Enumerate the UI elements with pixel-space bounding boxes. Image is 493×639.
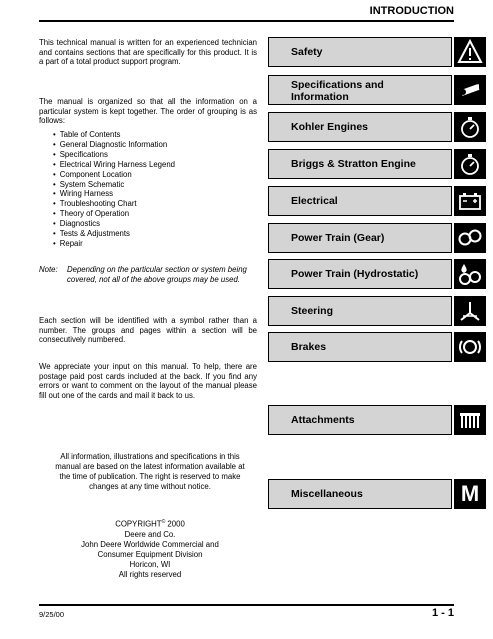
section-tab-electrical[interactable]: Electrical: [268, 186, 486, 216]
engine-gauge-icon: [454, 149, 486, 179]
company-line: Horicon, WI: [129, 559, 171, 569]
page-header-title: INTRODUCTION: [369, 5, 454, 17]
section-tab-kohler-engines[interactable]: Kohler Engines: [268, 112, 486, 142]
section-tab-power-train-hydrostatic[interactable]: Power Train (Hydrostatic): [268, 259, 486, 289]
brake-icon: [454, 332, 486, 362]
list-item: • Electrical Wiring Harness Legend: [53, 160, 175, 170]
letter-m-icon: M: [454, 479, 486, 509]
footer-date: 9/25/00: [39, 610, 65, 619]
section-tab-specifications[interactable]: Specifications and Information: [268, 75, 486, 105]
attachment-icon: [454, 405, 486, 435]
intro-paragraph-3: Each section will be identified with a symbol rather than a number. The groups and pages within a section will be consecutively numbered.: [39, 316, 257, 345]
note-block: [39, 265, 257, 284]
page-number: 1 - 1: [431, 607, 454, 619]
list-item: • General Diagnostic Information: [53, 140, 175, 150]
list-item: • Component Location: [53, 170, 175, 180]
battery-icon: [454, 186, 486, 216]
note-text: Depending on the particular section or system being covered, not all of the above groups may be used.: [67, 265, 247, 284]
list-item: • Specifications: [53, 150, 175, 160]
company-line: John Deere Worldwide Commercial and: [81, 539, 219, 549]
group-list: [53, 130, 175, 249]
copyright-line: COPYRIGHT© 2000: [115, 519, 185, 529]
list-item: • Troubleshooting Chart: [53, 199, 175, 209]
section-tab-brakes[interactable]: Brakes: [268, 332, 486, 362]
warning-triangle-icon: [454, 37, 486, 67]
section-tab-safety[interactable]: Safety: [268, 37, 486, 67]
section-tab-briggs-stratton[interactable]: Briggs & Stratton Engine: [268, 149, 486, 179]
company-line: Deere and Co.: [124, 529, 176, 539]
section-tab-power-train-gear[interactable]: Power Train (Gear): [268, 223, 486, 253]
company-line: All rights reserved: [118, 569, 182, 579]
intro-paragraph-1: This technical manual is written for an experienced technician and contains sections that are specifically for this product. It is a part of a total product support program.: [39, 38, 257, 67]
list-item: • Tests & Adjustments: [53, 229, 175, 239]
note-label: Note:: [39, 265, 58, 274]
hydraulic-drop-icon: [454, 259, 486, 289]
header-rule: [39, 20, 454, 22]
list-item: • Diagnostics: [53, 219, 175, 229]
engine-gauge-icon: [454, 112, 486, 142]
section-tab-miscellaneous[interactable]: Miscellaneous M: [268, 479, 486, 509]
section-tab-steering[interactable]: Steering: [268, 296, 486, 326]
list-item: • System Schematic: [53, 180, 175, 190]
gears-icon: [454, 223, 486, 253]
intro-paragraph-4: We appreciate your input on this manual. To help, there are postage paid post cards included at the back. If you find any errors or want to comment on the layout of the manual please fill out one of the cards and mail it back to us.: [39, 362, 257, 400]
company-line: Consumer Equipment Division: [97, 549, 203, 559]
list-item: • Table of Contents: [53, 130, 175, 140]
intro-paragraph-2: The manual is organized so that all the information on a particular system is kept together. The order of grouping is as follows:: [39, 97, 257, 126]
steering-icon: [454, 296, 486, 326]
copyright-block: [55, 517, 245, 580]
wrench-icon: [454, 75, 486, 105]
list-item: • Wiring Harness: [53, 189, 175, 199]
list-item: • Repair: [53, 239, 175, 249]
list-item: • Theory of Operation: [53, 209, 175, 219]
disclaimer: All information, illustrations and specifications in this manual are based on the latest information available at the time of publication. The right is reserved to make changes at any time without notice.: [55, 452, 245, 491]
footer-rule: [39, 604, 454, 606]
section-tab-attachments[interactable]: Attachments: [268, 405, 486, 435]
